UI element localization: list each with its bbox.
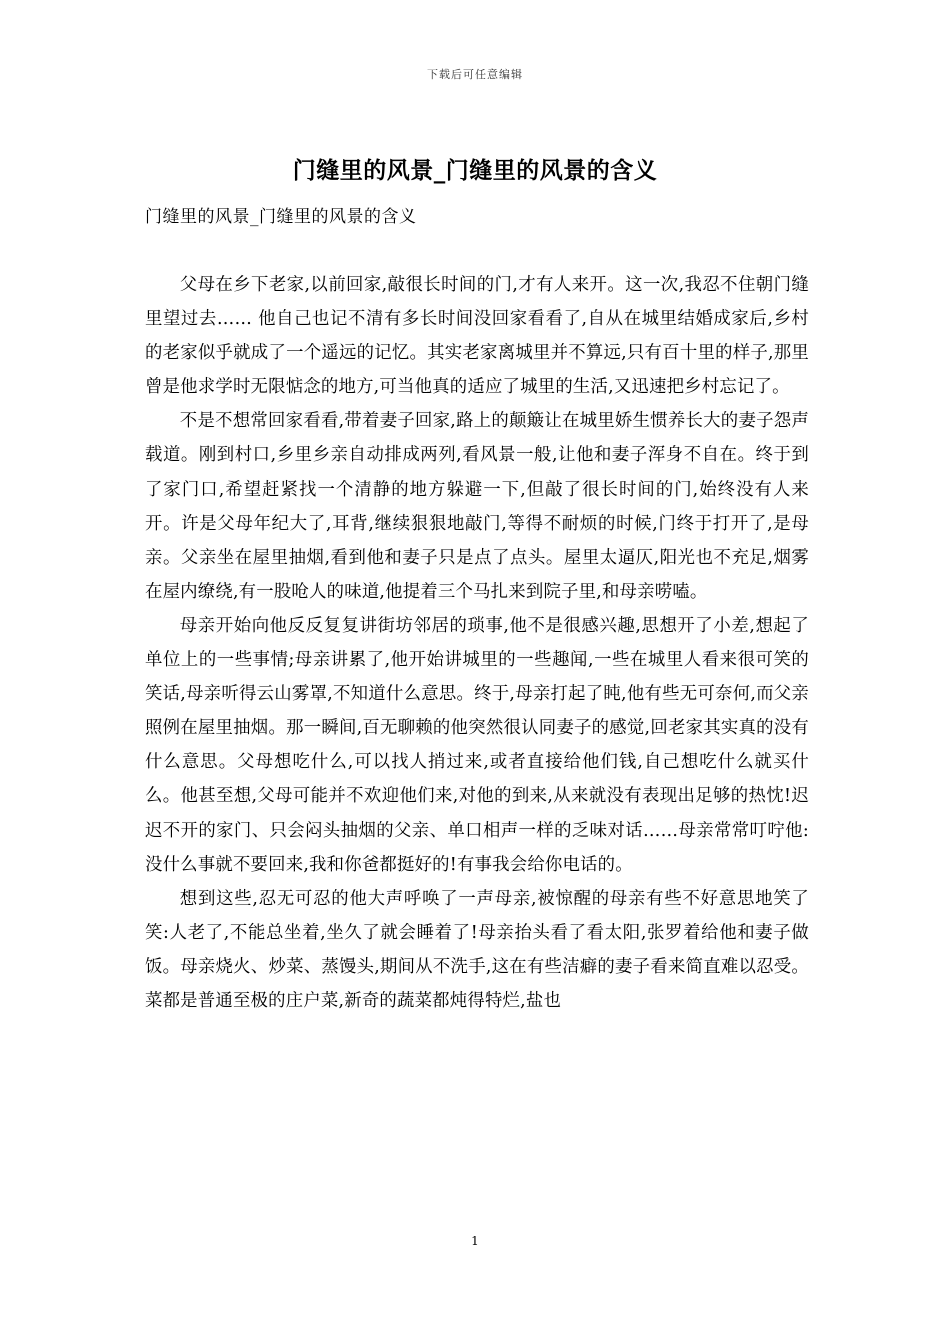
body-paragraph: 父母在乡下老家,以前回家,敲很长时间的门,才有人来开。这一次,我忍不住朝门缝里望过去…… 他自己也记不清有多长时间没回家看看了,自从在城里结婚成家后,乡村的老家似乎就成了一个遥远的记忆。其实老家离城里并不算远,只有百十里的样子,那里曾是他求学时无限惦念的地方,可当他真的适应了城里的生活,又迅速把乡村忘记了。 [145, 275, 809, 398]
body-paragraph: 不是不想常回家看看,带着妻子回家,路上的颠簸让在城里娇生惯养长大的妻子怨声载道。刚到村口,乡里乡亲自动排成两列,看风景一般,让他和妻子浑身不自在。终于到了家门口,希望赶紧找一个清静的地方躲避一下,但敲了很长时间的门,始终没有人来开。许是父母年纪大了,耳背,继续狠狠地敲门,等得不耐烦的时候,门终于打开了,是母亲。父亲坐在屋里抽烟,看到他和妻子只是点了点头。屋里太逼仄,阳光也不充足,烟雾在屋内缭绕,有一股呛人的味道,他提着三个马扎来到院子里,和母亲唠嗑。 [145, 411, 809, 602]
document-subtitle: 门缝里的风景_门缝里的风景的含义 [145, 207, 417, 227]
page-number: 1 [471, 1234, 479, 1248]
body-paragraph: 想到这些,忍无可忍的他大声呼唤了一声母亲,被惊醒的母亲有些不好意思地笑了笑:人老了,不能总坐着,坐久了就会睡着了!母亲抬头看了看太阳,张罗着给他和妻子做饭。母亲烧火、炒菜、蒸馒头,期间从不洗手,这在有些洁癖的妻子看来简直难以忍受。菜都是普通至极的庄户菜,新奇的蔬菜都炖得特烂,盐也 [145, 888, 809, 1011]
body-paragraph: 母亲开始向他反反复复讲街坊邻居的琐事,他不是很感兴趣,思想开了小差,想起了单位上的一些事情;母亲讲累了,他开始讲城里的一些趣闻,一些在城里人看来很可笑的笑话,母亲听得云山雾罩,不知道什么意思。终于,母亲打起了盹,他有些无可奈何,而父亲照例在屋里抽烟。那一瞬间,百无聊赖的他突然很认同妻子的感觉,回老家其实真的没有什么意思。父母想吃什么,可以找人捎过来,或者直接给他们钱,自己想吃什么就买什么。他甚至想,父母可能并不欢迎他们来,对他的到来,从来就没有表现出足够的热忱!迟迟不开的家门、只会闷头抽烟的父亲、单口相声一样的乏味对话……母亲常常叮咛他:没什么事就不要回来,我和你爸都挺好的!有事我会给你电话的。 [145, 615, 809, 875]
header-note: 下载后可任意编辑 [427, 68, 523, 81]
document-body [145, 268, 809, 1018]
document-title: 门缝里的风景_门缝里的风景的含义 [292, 157, 658, 184]
